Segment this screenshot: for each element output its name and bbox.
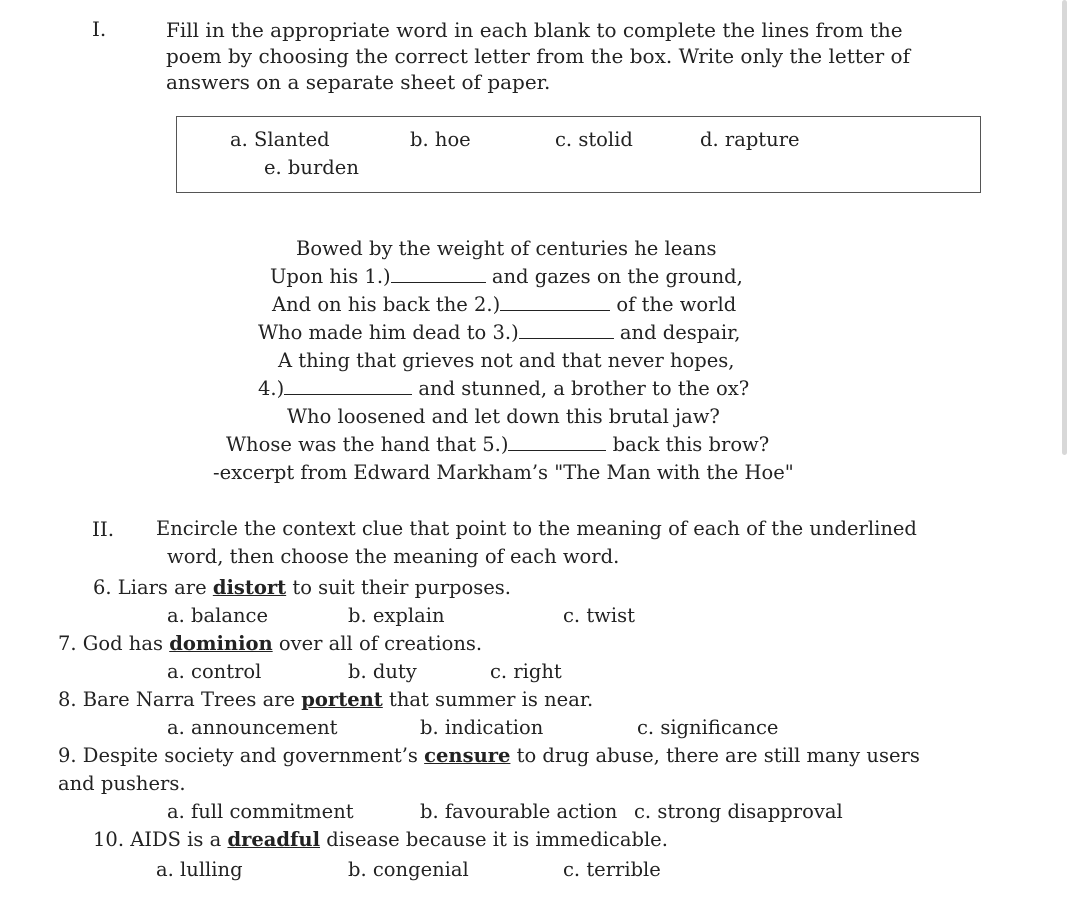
blank-3 [519, 322, 614, 339]
q7-option-c: c. right [490, 660, 562, 683]
choice-e: e. burden [264, 156, 359, 179]
q9-option-c: c. strong disapproval [634, 800, 843, 823]
question-6: 6. Liars are distort to suit their purposes. [93, 576, 511, 599]
q10-option-a: a. lulling [156, 858, 243, 881]
q6-option-b: b. explain [348, 604, 445, 627]
instruction-line-3: answers on a separate sheet of paper. [166, 70, 551, 94]
blank-1 [391, 266, 486, 283]
underlined-word-distort: distort [212, 576, 287, 599]
q9-option-a: a. full commitment [167, 800, 354, 823]
poem-line-7: Who loosened and let down this brutal jaw? [287, 405, 720, 428]
q8-option-b: b. indication [420, 716, 544, 739]
choice-b: b. hoe [410, 128, 471, 151]
part2-instruction-line-1: Encircle the context clue that point to the meaning of each of the underlined [156, 517, 917, 540]
q6-option-a: a. balance [167, 604, 269, 627]
instruction-line-2: poem by choosing the correct letter from the box. Write only the letter of [166, 44, 911, 68]
underlined-word-dominion: dominion [169, 632, 273, 655]
blank-2 [500, 294, 610, 311]
blank-4 [284, 378, 412, 395]
q8-option-a: a. announcement [167, 716, 338, 739]
section-numeral-2: II. [92, 517, 115, 541]
underlined-word-censure: censure [424, 744, 511, 767]
question-9-continued: and pushers. [58, 772, 186, 795]
choice-a: a. Slanted [230, 128, 330, 151]
poem-line-1: Bowed by the weight of centuries he leans [296, 237, 717, 260]
section-numeral-1: I. [92, 17, 107, 41]
q10-option-c: c. terrible [563, 858, 661, 881]
poem-line-5: A thing that grieves not and that never hopes, [278, 349, 735, 372]
underlined-word-dreadful: dreadful [227, 828, 321, 851]
instruction-line-1: Fill in the appropriate word in each blank to complete the lines from the [166, 18, 903, 42]
question-7: 7. God has dominion over all of creations. [58, 632, 483, 655]
question-9: 9. Despite society and government’s censure to drug abuse, there are still many users [58, 744, 920, 767]
poem-source: -excerpt from Edward Markham’s "The Man with the Hoe" [213, 461, 794, 484]
q7-option-a: a. control [167, 660, 262, 683]
poem-line-8: Whose was the hand that 5.) back this brow? [226, 433, 770, 456]
q7-option-b: b. duty [348, 660, 417, 683]
question-8: 8. Bare Narra Trees are portent that summer is near. [58, 688, 594, 711]
question-10: 10. AIDS is a dreadful disease because it is immedicable. [93, 828, 668, 851]
q6-option-c: c. twist [563, 604, 635, 627]
choice-c: c. stolid [555, 128, 633, 151]
choice-d: d. rapture [700, 128, 800, 151]
scrollbar[interactable] [1062, 0, 1067, 455]
part2-instruction-line-2: word, then choose the meaning of each word. [167, 545, 620, 568]
q8-option-c: c. significance [637, 716, 779, 739]
q10-option-b: b. congenial [348, 858, 469, 881]
poem-line-2: Upon his 1.) and gazes on the ground, [270, 265, 743, 288]
blank-5 [508, 434, 606, 451]
q9-option-b: b. favourable action [420, 800, 618, 823]
poem-line-4: Who made him dead to 3.) and despair, [258, 321, 741, 344]
poem-line-3: And on his back the 2.) of the world [272, 293, 737, 316]
underlined-word-portent: portent [301, 688, 383, 711]
poem-line-6: 4.) and stunned, a brother to the ox? [258, 377, 750, 400]
